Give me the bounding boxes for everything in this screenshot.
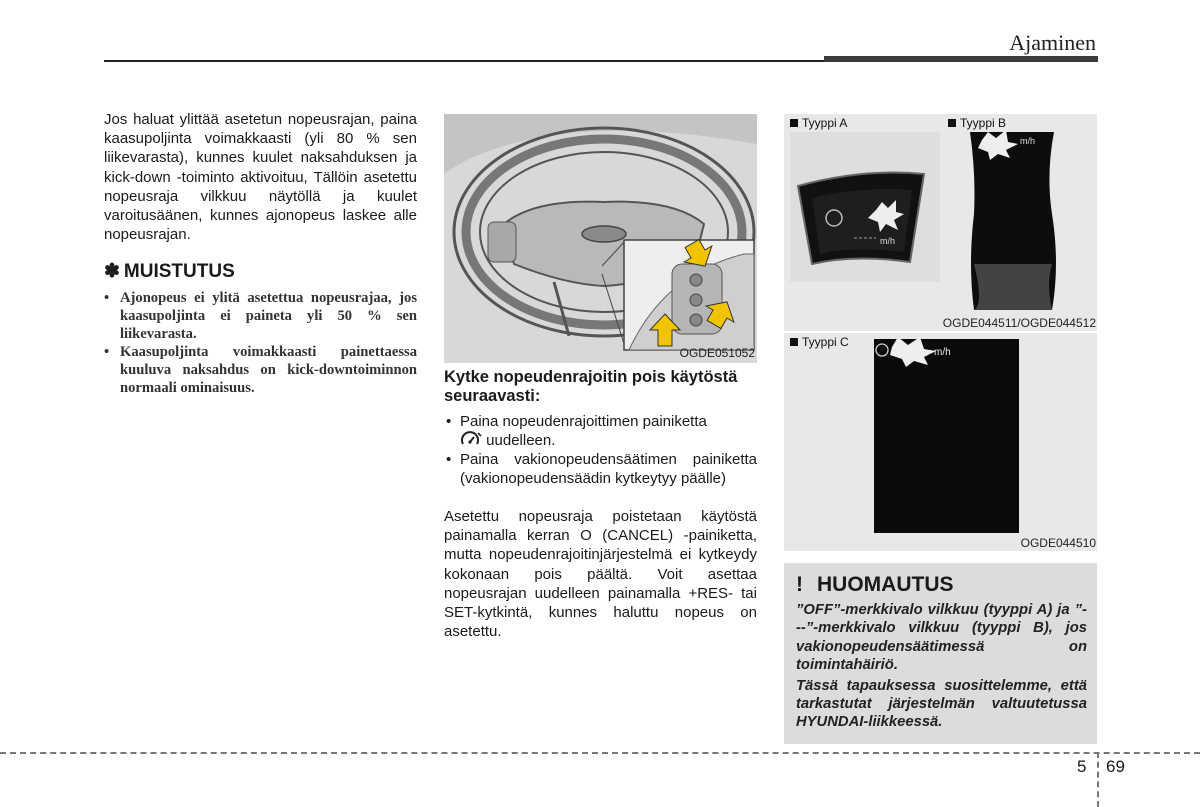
cancel-paragraph: Asetettu nopeusraja poistetaan käytöstä painamalla kerran O (CANCEL) -painiketta, mutta nopeudenrajoitinjärjestelmä ei kytkeydy kokonaan pois päältä. Voit asettaa nopeusrajan uudelleen painamalla +RES- tai SET-kytkintä, kunnes haluttu nopeus on asetettu. [444, 508, 757, 641]
exclamation-icon: ! [796, 573, 803, 596]
figure-code: OGDE044511/OGDE044512 [942, 316, 1096, 330]
warning-paragraph: ”OFF”-merkkivalo vilkkuu (tyyppi A) ja ”---”-merkkivalo vilkkuu (tyyppi B), jos vakionopeudensäätimessä on toimintahäiriö. [796, 602, 1087, 674]
middle-heading: Kytke nopeudenrajoitin pois käytöstä seuraavasti: [444, 368, 738, 405]
middle-bullets [444, 412, 757, 488]
cluster-displays-illustration [784, 114, 1097, 331]
bullet-text: uudelleen. [486, 432, 556, 449]
star-icon: ✽ [104, 261, 120, 283]
type-a-unit: m/h [880, 236, 896, 246]
type-b-label: Tyyppi B [948, 116, 1006, 130]
section-title: Ajaminen [1009, 30, 1096, 55]
footer-divider [0, 752, 1200, 754]
type-c-unit: m/h [934, 347, 951, 358]
bullet-item: • Paina vakionopeudensäätimen painiketta (vakionopeudensäädin kytkeytyy päälle) [444, 450, 757, 488]
middle-column [444, 368, 757, 641]
warning-paragraph: Tässä tapauksessa suosittelemme, että tarkastutat järjestelmän valtuutetussa HYUNDAI-liikkeessä. [796, 677, 1087, 731]
note-list [104, 289, 417, 397]
warning-title: HUOMAUTUS [817, 573, 954, 596]
left-column [104, 110, 417, 397]
speed-limiter-icon [460, 431, 482, 447]
warning-heading [796, 573, 1097, 597]
figure-code: OGDE044510 [1020, 536, 1096, 550]
bullet-text: Paina nopeudenrajoittimen painiketta [460, 413, 707, 430]
header-rule-accent [824, 56, 1098, 62]
type-a-label: Tyyppi A [790, 116, 847, 130]
cluster-figure-c [784, 333, 1097, 551]
cluster-figure-ab [784, 114, 1097, 331]
figure-code: OGDE051052 [679, 346, 755, 360]
bullet-item [444, 412, 757, 450]
steering-wheel-illustration [444, 114, 757, 363]
note-title: MUISTUTUS [123, 260, 235, 282]
note-item: • Ajonopeus ei ylitä asetettua nopeusrajaa, jos kaasupoljinta ei paineta yli 50 % sen liikevarasta. [104, 289, 417, 343]
intro-paragraph: Jos haluat ylittää asetetun nopeusrajan, paina kaasupoljinta voimakkaasti (yli 80 % sen liikevarasta), kunnes kuulet naksahduksen ja kick-down -toiminto aktivoituu, Tällöin asetettu nopeusraja vilkkuu näytöllä ja kuulet varoitusäänen, kunnes ajonopeus laskee alle nopeusrajan. [104, 111, 417, 244]
type-b-unit: m/h [1020, 136, 1036, 146]
note-heading [104, 260, 417, 283]
note-item: • Kaasupoljinta voimakkaasti painettaessa kuuluva naksahdus on kick-downtoiminnon normaali ominaisuus. [104, 343, 417, 397]
type-c-label: Tyyppi C [790, 335, 849, 349]
page-number: 69 [1106, 757, 1125, 776]
warning-box [784, 563, 1097, 744]
chapter-number: 5 [1077, 757, 1087, 776]
cluster-display-c-illustration [784, 333, 1097, 551]
steering-wheel-figure [444, 114, 757, 363]
footer-page-divider [1097, 752, 1099, 807]
